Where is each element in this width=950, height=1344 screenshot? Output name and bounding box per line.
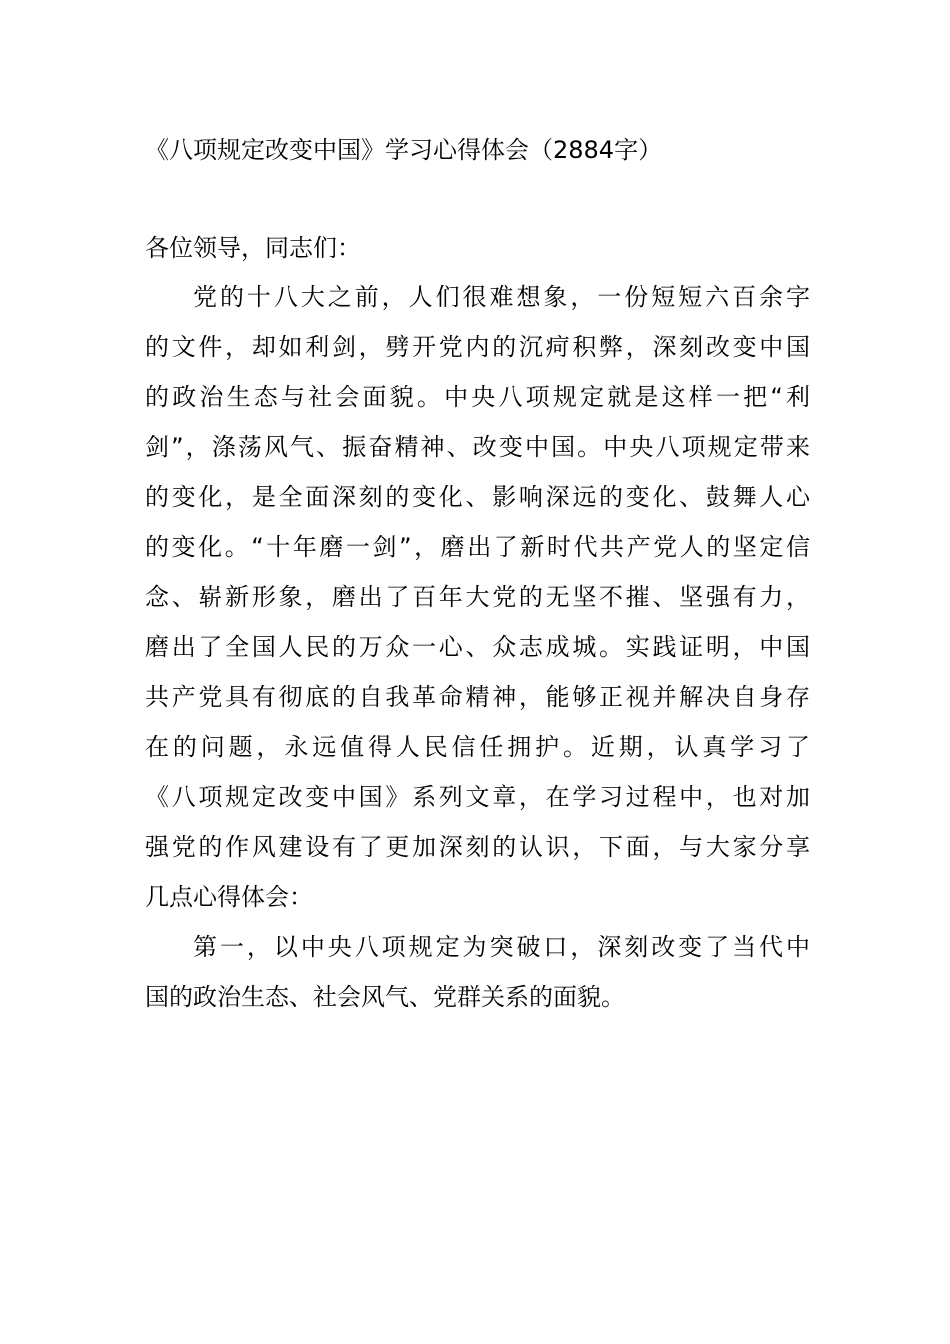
- paragraph-line: 党的十八大之前，人们很难想象，一份短短六百余字: [193, 283, 810, 311]
- paragraph-line: 磨出了全国人民的万众一心、众志成城。实践证明，中国: [145, 633, 810, 661]
- paragraph-line: 《八项规定改变中国》系列文章，在学习过程中，也对加: [145, 783, 810, 811]
- paragraph-line: 强党的作风建设有了更加深刻的认识，下面，与大家分享: [145, 833, 810, 861]
- paragraph-line: 的变化，是全面深刻的变化、影响深远的变化、鼓舞人心: [145, 483, 810, 511]
- paragraph-intro: [145, 272, 810, 922]
- paragraph-line: 的政治生态与社会面貌。中央八项规定就是这样一把“利: [145, 383, 810, 411]
- paragraph-line: 共产党具有彻底的自我革命精神，能够正视并解决自身存: [145, 683, 810, 711]
- paragraph-line: 在的问题，永远值得人民信任拥护。近期，认真学习了: [145, 733, 810, 761]
- paragraph-line: 的文件，却如利剑，劈开党内的沉疴积弊，深刻改变中国: [145, 333, 810, 361]
- paragraph-line: 几点心得体会：: [145, 883, 313, 911]
- salutation: 各位领导，同志们：: [145, 234, 361, 262]
- paragraph-line: 剑”，涤荡风气、振奋精神、改变中国。中央八项规定带来: [145, 433, 810, 461]
- document-title: 《八项规定改变中国》学习心得体会（2884字）: [145, 136, 663, 164]
- paragraph-line: 第一，以中央八项规定为突破口，深刻改变了当代中: [193, 933, 810, 961]
- paragraph-line: 的变化。“十年磨一剑”，磨出了新时代共产党人的坚定信: [145, 533, 810, 561]
- paragraph-line: 念、崭新形象，磨出了百年大党的无坚不摧、坚强有力，: [145, 583, 810, 611]
- paragraph-line: 国的政治生态、社会风气、党群关系的面貌。: [145, 983, 625, 1011]
- paragraph-first-point: [145, 922, 810, 1022]
